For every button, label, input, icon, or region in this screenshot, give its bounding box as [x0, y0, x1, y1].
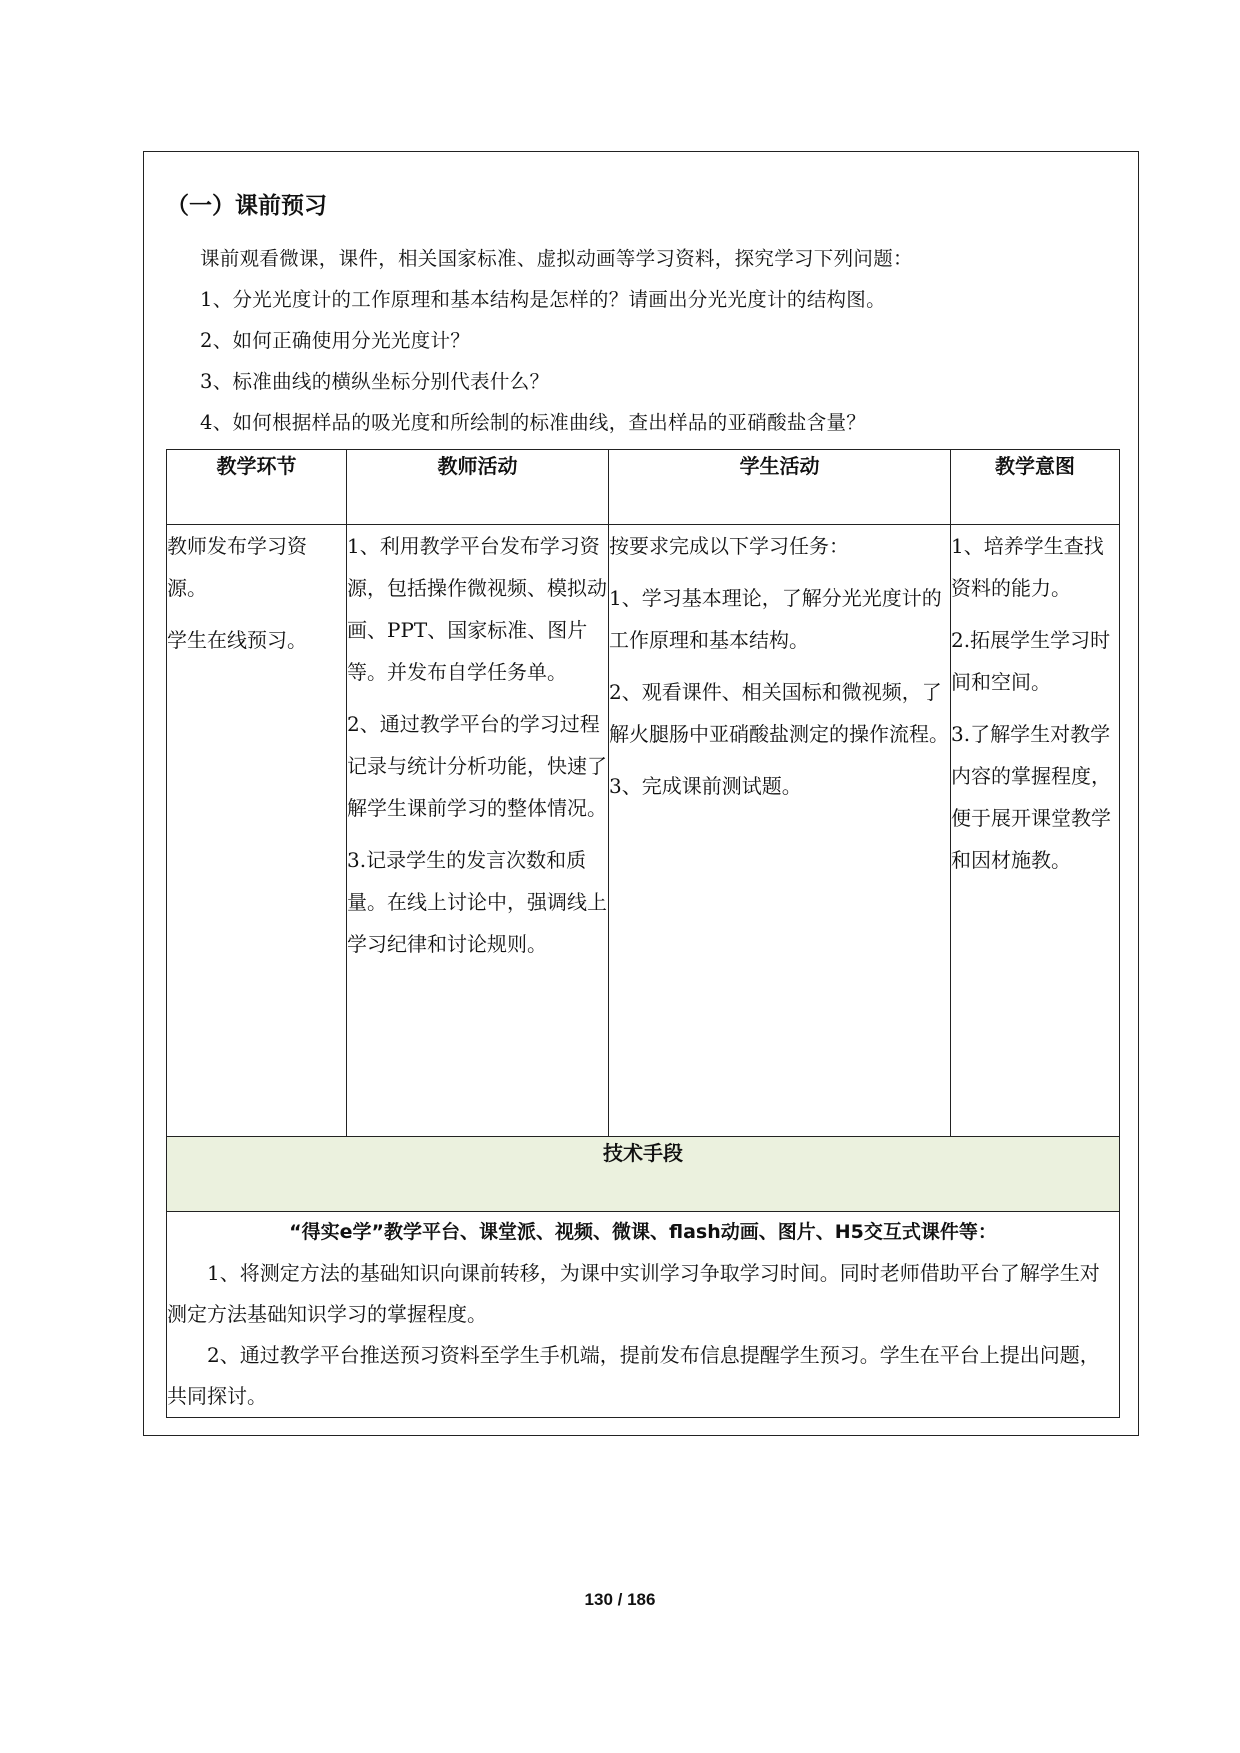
tech-heading: 技术手段 [167, 1137, 1120, 1212]
teacher-item: 2、通过教学平台的学习过程记录与统计分析功能，快速了解学生课前学习的整体情况。 [347, 712, 607, 820]
student-item: 1、学习基本理论，了解分光光度计的工作原理和基本结构。 [609, 586, 942, 652]
page-number: 130 / 186 [584, 1590, 656, 1609]
stage-text: 学生在线预习。 [167, 628, 307, 652]
stage-text: 教师发布学习资源。 [167, 534, 307, 600]
stage-cell [167, 525, 347, 1137]
section-title: （一）课前预习 [166, 193, 327, 219]
intro-line: 3、标准曲线的横纵坐标分别代表什么？ [200, 370, 550, 393]
intent-item: 1、培养学生查找资料的能力。 [951, 534, 1104, 600]
lesson-table [166, 449, 1120, 1418]
intent-item: 2.拓展学生学习时间和空间。 [951, 628, 1111, 694]
header-intent: 教学意图 [951, 450, 1120, 525]
tech-paragraph: 2、通过教学平台推送预习资料至学生手机端，提前发布信息提醒学生预习。学生在平台上提出问题，共同探讨。 [167, 1343, 1100, 1408]
intro-line: 1、分光光度计的工作原理和基本结构是怎样的？请画出分光光度计的结构图。 [200, 288, 886, 311]
student-item: 按要求完成以下学习任务： [609, 534, 849, 558]
tech-lead: “得实e学”教学平台、课堂派、视频、微课、flash动画、图片、H5交互式课件等： [289, 1221, 997, 1243]
header-student: 学生活动 [609, 450, 951, 525]
teacher-cell [347, 525, 609, 1137]
table-row [167, 525, 1120, 1137]
tech-body [167, 1212, 1120, 1418]
teacher-item: 1、利用教学平台发布学习资源，包括操作微视频、模拟动画、PPT、国家标准、图片等。并发布自学任务单。 [347, 534, 607, 684]
student-item: 3、完成课前测试题。 [609, 774, 802, 798]
student-cell [609, 525, 951, 1137]
tech-body-row [167, 1212, 1120, 1418]
intent-cell [951, 525, 1120, 1137]
header-teacher: 教师活动 [347, 450, 609, 525]
intent-item: 3.了解学生对教学内容的掌握程度，便于展开课堂教学和因材施教。 [951, 722, 1111, 872]
student-item: 2、观看课件、相关国标和微视频，了解火腿肠中亚硝酸盐测定的操作流程。 [609, 680, 949, 746]
teacher-item: 3.记录学生的发言次数和质量。在线上讨论中，强调线上学习纪律和讨论规则。 [347, 848, 607, 956]
intro-line: 2、如何正确使用分光光度计？ [200, 329, 471, 352]
intro-line: 4、如何根据样品的吸光度和所绘制的标准曲线，查出样品的亚硝酸盐含量？ [200, 411, 867, 434]
tech-paragraph: 1、将测定方法的基础知识向课前转移，为课中实训学习争取学习时间。同时老师借助平台了解学生对测定方法基础知识学习的掌握程度。 [167, 1261, 1100, 1326]
table-header-row [167, 450, 1120, 525]
intro-line: 课前观看微课，课件，相关国家标准、虚拟动画等学习资料，探究学习下列问题： [200, 247, 913, 270]
header-stage: 教学环节 [167, 450, 347, 525]
tech-heading-row [167, 1137, 1120, 1212]
